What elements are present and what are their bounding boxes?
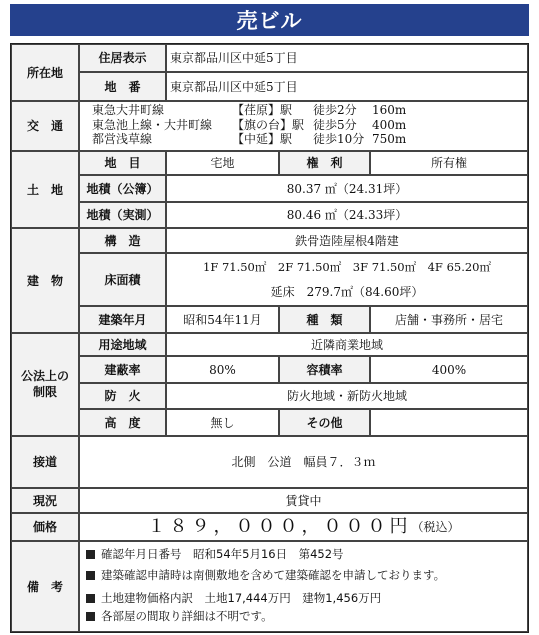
route-line: 都営浅草線 xyxy=(92,132,153,146)
land-rights-value: 所有権 xyxy=(430,156,467,170)
land-category-label: 地 目 xyxy=(104,156,141,170)
route-distance: 750m xyxy=(372,132,407,146)
square-bullet-icon xyxy=(86,550,95,559)
other-value xyxy=(370,409,528,436)
price-tax-note: （税込） xyxy=(411,520,460,534)
height-value: 無し xyxy=(210,415,235,430)
structure-value: 鉄骨造陸屋根4階建 xyxy=(295,233,399,248)
square-bullet-icon xyxy=(86,612,95,621)
road-value: 北側 公道 幅員７．３ｍ xyxy=(231,455,376,469)
structure-label: 構 造 xyxy=(104,233,141,248)
list-item xyxy=(86,547,344,561)
section-building-label: 建 物 xyxy=(26,273,63,288)
road-label: 接道 xyxy=(32,455,57,469)
fire-value: 防火地域・新防火地域 xyxy=(286,389,407,403)
remark-text: 各部屋の間取り詳細は不明です。 xyxy=(101,609,273,623)
section-regulations-label-2: 制限 xyxy=(32,385,57,399)
residence-value: 東京都品川区中延5丁目 xyxy=(170,51,298,65)
price-value: １８９，０００，０００円 xyxy=(147,516,412,537)
land-area-registry-label: 地積（公簿） xyxy=(86,181,159,196)
land-category-value: 宅地 xyxy=(210,156,235,170)
floor-area-label: 床面積 xyxy=(104,272,141,287)
route-line: 東急池上線・大井町線 xyxy=(92,118,213,132)
section-location-label: 所在地 xyxy=(26,65,63,80)
route-walk: 徒歩2分 xyxy=(313,103,357,117)
route-line: 東急大井町線 xyxy=(92,103,165,117)
remark-text: 土地建物価格内訳 土地17,444万円 建物1,456万円 xyxy=(101,591,382,605)
square-bullet-icon xyxy=(86,571,95,580)
far-value: 400% xyxy=(431,362,467,377)
lot-value: 東京都品川区中延5丁目 xyxy=(170,80,298,94)
built-value: 昭和54年11月 xyxy=(183,312,262,327)
status-label: 現況 xyxy=(32,493,57,508)
route-station: 【旗の台】駅 xyxy=(232,118,305,132)
list-item xyxy=(86,591,381,605)
land-area-survey-label: 地積（実測） xyxy=(86,208,159,222)
land-rights-label: 権 利 xyxy=(306,156,343,170)
remarks-label: 備 考 xyxy=(26,579,63,594)
built-label: 建築年月 xyxy=(98,312,147,327)
route-station: 【荏原】駅 xyxy=(232,103,293,117)
route-distance: 160m xyxy=(372,103,407,117)
coverage-label: 建蔽率 xyxy=(104,362,141,377)
land-area-survey-value: 80.46 ㎡（24.33坪） xyxy=(286,208,408,222)
lot-label: 地 番 xyxy=(104,79,141,94)
price-label: 価格 xyxy=(32,520,57,534)
zoning-label: 用途地域 xyxy=(98,337,147,352)
list-item xyxy=(86,609,273,623)
floor-area-floors: 1F 71.50㎡ 2F 71.50㎡ 3F 71.50㎡ 4F 65.20㎡ xyxy=(203,260,491,274)
page-title: 売ビル xyxy=(10,4,529,36)
height-label: 高 度 xyxy=(104,415,141,430)
remark-text: 建築確認申請時は南側敷地を含めて建築確認を申請しております。 xyxy=(101,568,446,582)
residence-label: 住居表示 xyxy=(98,51,147,65)
section-regulations-label-1: 公法上の xyxy=(20,369,69,383)
coverage-value: 80% xyxy=(209,362,236,377)
price-value-row xyxy=(79,513,528,541)
route-walk: 徒歩10分 xyxy=(313,132,365,146)
route-station: 【中延】駅 xyxy=(232,132,293,146)
route-distance: 400m xyxy=(372,118,407,132)
zoning-value: 近隣商業地域 xyxy=(310,337,383,352)
remark-text: 確認年月日番号 昭和54年5月16日 第452号 xyxy=(101,547,344,561)
floor-area-total: 延床 279.7㎡（84.60坪） xyxy=(270,285,424,299)
type-label: 種 類 xyxy=(306,312,343,327)
far-label: 容積率 xyxy=(306,362,343,377)
square-bullet-icon xyxy=(86,594,95,603)
fire-label: 防 火 xyxy=(104,389,141,403)
section-transport-label: 交 通 xyxy=(26,119,63,133)
list-item xyxy=(86,568,445,582)
land-area-registry-value: 80.37 ㎡（24.31坪） xyxy=(286,181,408,196)
type-value: 店舗・事務所・居宅 xyxy=(394,312,503,327)
section-land-label: 土 地 xyxy=(26,182,63,197)
route-walk: 徒歩5分 xyxy=(313,118,357,132)
other-label: その他 xyxy=(306,415,343,430)
status-value: 賃貸中 xyxy=(285,493,322,508)
